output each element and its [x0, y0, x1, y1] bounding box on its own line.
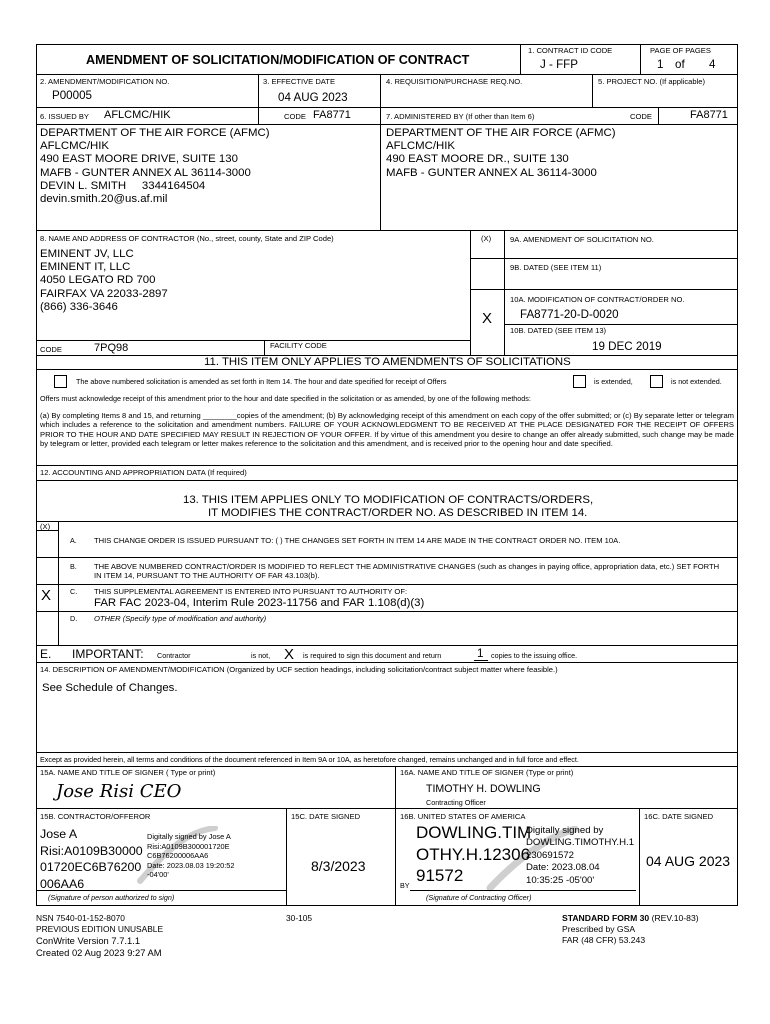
administered-by-address-line: 490 EAST MOORE DR., SUITE 130	[386, 153, 569, 166]
box10b-value: 19 DEC 2019	[592, 340, 662, 353]
item14-label: 14. DESCRIPTION OF AMENDMENT/MODIFICATION (Organized by UCF section headings, including solicitation/contract subject matter where feasible.)	[40, 665, 558, 674]
item12-label: 12. ACCOUNTING AND APPROPRIATION DATA (If required)	[40, 468, 247, 477]
issued-by-label: 6. ISSUED BY	[40, 112, 89, 121]
contractor-address-line: 4050 LEGATO RD 700	[40, 274, 156, 287]
item14-description: See Schedule of Changes.	[42, 682, 178, 694]
administered-by-code-label: CODE	[630, 112, 652, 121]
item13-c-text: THIS SUPPLEMENTAL AGREEMENT IS ENTERED INTO PURSUANT TO AUTHORITY OF:	[94, 587, 408, 596]
facility-code-label: FACILITY CODE	[270, 341, 327, 350]
item-e-text2: copies to the issuing office.	[491, 651, 578, 660]
item-e-label: E.	[40, 647, 52, 661]
item11-not-extended-label: is not extended.	[671, 377, 722, 386]
co-signature-line: 91572	[416, 866, 464, 885]
item-e-contractor: Contractor	[157, 651, 191, 660]
item11-extended-checkbox[interactable]	[573, 375, 586, 388]
box9-x-header: (X)	[481, 234, 492, 243]
requisition-no-label: 4. REQUISITION/PURCHASE REQ.NO.	[386, 77, 523, 86]
issued-by-address-line: MAFB - GUNTER ANNEX AL 36114-3000	[40, 166, 251, 179]
item13-c-mark: X	[41, 587, 52, 604]
form-revision: (REV.10-83)	[651, 913, 699, 923]
issued-by-email: devin.smith.20@us.af.mil	[40, 193, 168, 206]
co-signature-line: OTHY.H.12306	[416, 844, 531, 864]
united-states-label: 16B. UNITED STATES OF AMERICA	[400, 812, 526, 821]
administered-by-address-line: DEPARTMENT OF THE AIR FORCE (AFMC)	[386, 127, 616, 139]
co-signature-note: Digitally signed by	[526, 825, 604, 836]
page-of: of	[675, 58, 685, 71]
contractor-offeror-label: 15B. CONTRACTOR/OFFEROR	[40, 812, 151, 821]
item13-d-text: OTHER (Specify type of modification and authority)	[94, 614, 267, 623]
amendment-no: P00005	[52, 89, 92, 102]
signer-15a-name: Jose Risi CEO	[56, 781, 182, 802]
signer-16a-label: 16A. NAME AND TITLE OF SIGNER (Type or print)	[400, 768, 574, 777]
item-e-mark: X	[284, 646, 295, 663]
item11-amended-checkbox[interactable]	[54, 375, 67, 388]
administered-by-address-line: MAFB - GUNTER ANNEX AL 36114-3000	[386, 166, 597, 179]
item-e-important: IMPORTANT:	[72, 647, 144, 661]
form-footer-left	[36, 913, 163, 958]
issued-by-address	[40, 127, 270, 206]
contract-id-code: J - FFP	[540, 58, 578, 71]
item13-c-authority: FAR FAC 2023-04, Interim Rule 2023-11756 and FAR 1.108(d)(3)	[94, 597, 425, 609]
date-signed-16c: 04 AUG 2023	[646, 853, 731, 869]
project-no-label: 5. PROJECT NO. (If applicable)	[598, 77, 706, 86]
item13-title-line1: 13. THIS ITEM APPLIES ONLY TO MODIFICATION OF CONTRACTS/ORDERS,	[183, 494, 594, 506]
date-signed-15c-label: 15C. DATE SIGNED	[291, 812, 361, 821]
item13-title-line2: IT MODIFIES THE CONTRACT/ORDER NO. AS DESCRIBED IN ITEM 14.	[208, 507, 588, 519]
conwrite-version: ConWrite Version 7.7.1.1	[36, 935, 141, 946]
item13-c-letter: C.	[70, 587, 78, 596]
item11-line1: The above numbered solicitation is amended as set forth in Item 14. The hour and date specified for receipt of Offers	[76, 377, 447, 386]
contractor-address-line: EMINENT IT, LLC	[40, 261, 131, 274]
co-signature-note: Date: 2023.08.04	[526, 862, 600, 874]
contractor-signature-line: 006AA6	[40, 876, 85, 891]
by-label: BY	[400, 881, 410, 890]
item11-line2: Offers must acknowledge receipt of this amendment prior to the hour and date specified in the solicitation or as amended, by one of the following methods:	[40, 394, 531, 403]
prescribed-by: Prescribed by GSA	[562, 924, 636, 934]
co-signature-note: 230691572	[526, 849, 575, 861]
item11-not-extended-checkbox[interactable]	[650, 375, 663, 388]
box9b-label: 9B. DATED (SEE ITEM 11)	[510, 263, 602, 272]
contractor-signature-line: 01720EC6B76200	[40, 860, 142, 874]
contractor-address	[40, 248, 168, 314]
contractor-signature-note: C6B76200006AA6	[147, 851, 209, 861]
contractor-signature-line: Jose A	[40, 827, 78, 841]
co-signature-note: 10:35:25 -05'00'	[526, 874, 595, 886]
issued-by-code-label: CODE	[284, 112, 306, 121]
co-signature-line: DOWLING.TIM	[416, 823, 532, 842]
administered-by-address-line: AFLCMC/HIK	[386, 140, 455, 153]
issued-by-code: FA8771	[313, 109, 351, 121]
contractor-signature-note: Risi:A0109B300001720E	[147, 841, 230, 851]
item11-paragraph: (a) By completing Items 8 and 15, and returning ________copies of the amendment; (b) By acknowledging receipt of this amendment on each copy of the offer submitted; or (c) By separate letter or telegram which includes a reference to the solicitation and amendment numbers. FAILURE OF YOUR ACKNOWLEDGMENT TO BE RECEIVED AT THE PLACE DESIGNATED FOR THE RECEIPT OF OFFERS PRIOR TO THE HOUR AND DATE SPECIFIED MAY RESULT IN REJECTION OF YOUR OFFER. If by virtue of this amendment you desire to change an offer already submitted, such change may be made by telegram or letter, provided each telegram or letter makes reference to the solicitation and this amendment, and is received prior to the opening hour and date specified.	[40, 411, 734, 449]
item13-d-letter: D.	[70, 614, 78, 623]
contractor-address-line: FAIRFAX VA 22033-2897	[40, 287, 168, 300]
item13-a-letter: A.	[70, 536, 77, 545]
co-signature-note: DOWLING.TIMOTHY.H.1	[526, 837, 635, 849]
effective-date: 04 AUG 2023	[278, 91, 348, 104]
item13-a-text: THIS CHANGE ORDER IS ISSUED PURSUANT TO: ( ) THE CHANGES SET FORTH IN ITEM 14 ARE MADE IN THE CONTRACT ORDER NO. ITEM 10A.	[94, 536, 621, 545]
box10a-mark: X	[482, 310, 493, 327]
contractor-label: 8. NAME AND ADDRESS OF CONTRACTOR (No., street, county, State and ZIP Code)	[40, 234, 334, 243]
date-signed-16c-label: 16C. DATE SIGNED	[644, 812, 714, 821]
box10a-label: 10A. MODIFICATION OF CONTRACT/ORDER NO.	[510, 295, 685, 304]
nsn-number: NSN 7540-01-152-8070	[36, 913, 125, 923]
form-title: AMENDMENT OF SOLICITATION/MODIFICATION OF CONTRACT	[86, 53, 470, 67]
item13-b-letter: B.	[70, 562, 77, 571]
signer-15a-label: 15A. NAME AND TITLE OF SIGNER ( Type or print)	[40, 768, 216, 777]
issued-by-name: AFLCMC/HIK	[104, 109, 171, 121]
date-signed-15c: 8/3/2023	[311, 858, 366, 874]
contractor-phone: (866) 336-3646	[40, 300, 118, 313]
contractor-signature-note: Date: 2023.08.03 19:20:52	[147, 860, 235, 870]
item11-title: 11. THIS ITEM ONLY APPLIES TO AMENDMENTS OF SOLICITATIONS	[204, 356, 571, 368]
contractor-code: 7PQ98	[94, 342, 129, 354]
item13-x-header: (X)	[40, 522, 51, 531]
page-number: 1	[657, 58, 664, 71]
contractor-signature-note: -04'00'	[147, 870, 169, 880]
issued-by-address-line: DEPARTMENT OF THE AIR FORCE (AFMC)	[40, 127, 270, 139]
contractor-signature-line: Risi:A0109B30000	[40, 843, 143, 858]
amendment-no-label: 2. AMENDMENT/MODIFICATION NO.	[40, 77, 170, 86]
footer-note: Except as provided herein, all terms and conditions of the document referenced in Item 9A or 10A, as heretofore changed, remains unchanged and in full force and effect.	[40, 755, 579, 764]
issued-by-address-line: AFLCMC/HIK	[40, 140, 109, 153]
form-number: 30-105	[286, 913, 313, 923]
co-signature-caption: (Signature of Contracting Officer)	[426, 893, 532, 902]
far-reference: FAR (48 CFR) 53.243	[562, 935, 646, 945]
item-e-is-not: is not,	[251, 651, 271, 660]
page-of-pages-label: PAGE OF PAGES	[650, 46, 711, 55]
administered-by-address	[386, 127, 616, 180]
page-total: 4	[709, 58, 716, 71]
contractor-signature-note: Digitally signed by Jose A	[147, 832, 231, 841]
contracting-officer-digital-signature[interactable]	[416, 822, 638, 892]
form-footer-right	[562, 913, 699, 946]
administered-by-code: FA8771	[690, 109, 728, 121]
item13-b-text: THE ABOVE NUMBERED CONTRACT/ORDER IS MODIFIED TO REFLECT THE ADMINISTRATIVE CHANGES (such as changes in paying office, appropriation data, etc.) SET FORTH IN ITEM 14, PURSUANT TO THE AUTHORITY OF FAR 43.103(b).	[94, 562, 720, 581]
effective-date-label: 3. EFFECTIVE DATE	[263, 77, 336, 86]
standard-form-label: STANDARD FORM 30	[562, 913, 650, 923]
created-date: Created 02 Aug 2023 9:27 AM	[36, 946, 162, 958]
signer-16a-title: Contracting Officer	[426, 798, 486, 807]
contractor-code-label: CODE	[40, 345, 62, 354]
contract-id-code-label: 1. CONTRACT ID CODE	[528, 46, 613, 55]
issued-by-contact: DEVIN L. SMITH 3344164504	[40, 179, 206, 192]
issued-by-address-line: 490 EAST MOORE DRIVE, SUITE 130	[40, 153, 238, 166]
box10a-value: FA8771-20-D-0020	[520, 308, 619, 321]
item-e-text1: is required to sign this document and return	[303, 651, 442, 660]
previous-edition: PREVIOUS EDITION UNUSABLE	[36, 924, 164, 934]
contractor-digital-signature[interactable]	[40, 826, 280, 890]
contractor-signature-caption: (Signature of person authorized to sign)	[48, 893, 175, 902]
box9a-label: 9A. AMENDMENT OF SOLICITATION NO.	[510, 235, 654, 244]
item11-extended-label: is extended,	[594, 377, 633, 386]
box10b-label: 10B. DATED (SEE ITEM 13)	[510, 326, 607, 335]
signer-16a-name: TIMOTHY H. DOWLING	[426, 783, 541, 795]
item-e-copies: 1	[477, 647, 484, 660]
contractor-address-line: EMINENT JV, LLC	[40, 248, 134, 260]
administered-by-label: 7. ADMINISTERED BY (If other than Item 6)	[386, 112, 535, 121]
